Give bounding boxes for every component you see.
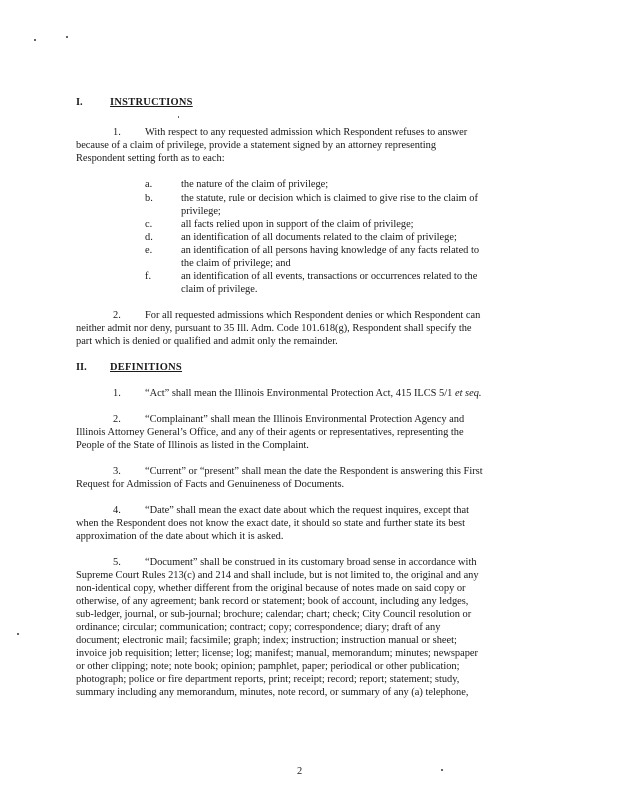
scan-speck <box>17 633 19 635</box>
scan-speck <box>178 116 179 118</box>
body-text-line: summary including any memorandum, minutes, note record, or summary of any (a) telephone, <box>76 687 469 698</box>
body-text-line: approximation of the date about which it is asked. <box>76 531 284 542</box>
definition-act-italic: et seq. <box>454 388 482 399</box>
paragraph-number: 1. <box>113 388 121 399</box>
section-title: DEFINITIONS <box>110 362 183 373</box>
list-item-text: all facts relied upon in support of the claim of privilege; <box>181 219 414 230</box>
body-text-line: Illinois Attorney General’s Office, and any of their agents or representatives, representing the <box>76 427 464 438</box>
paragraph-number: 3. <box>113 466 121 477</box>
body-text-line: “Date” shall mean the exact date about which the request inquires, except that <box>145 505 469 516</box>
body-text-line: invoice job requisition; letter; license; log; manifest; manual, memorandum; minutes; newspaper <box>76 648 478 659</box>
list-marker: e. <box>145 245 153 256</box>
scan-speck <box>441 769 443 771</box>
scan-speck <box>34 39 36 41</box>
page-number: 2 <box>297 766 303 777</box>
body-text-line: “Current” or “present” shall mean the date the Respondent is answering this First <box>145 466 483 477</box>
paragraph-number: 5. <box>113 557 121 568</box>
list-marker: a. <box>145 179 153 190</box>
definition-act-text: “Act” shall mean the Illinois Environmental Protection Act, 415 ILCS 5/1 <box>145 388 453 399</box>
section-number: II. <box>76 362 87 373</box>
body-text-line: ordinance; circular; communication; contract; copy; correspondence; diary; draft of any <box>76 622 441 633</box>
list-item-text: claim of privilege. <box>181 284 258 295</box>
list-marker: c. <box>145 219 153 230</box>
body-text-line <box>145 387 482 400</box>
body-text-line: non-identical copy, whether different from the original because of notes made on said copy or <box>76 583 466 594</box>
section-number: I. <box>76 97 83 108</box>
body-text-line: because of a claim of privilege, provide a statement signed by an attorney representing <box>76 140 437 151</box>
body-text-line: Respondent setting forth as to each: <box>76 153 225 164</box>
body-text-line: “Document” shall be construed in its customary broad sense in accordance with <box>145 557 477 568</box>
paragraph-number: 1. <box>113 127 121 138</box>
body-text-line: part which is denied or qualified and admit only the remainder. <box>76 336 338 347</box>
paragraph-number: 4. <box>113 505 121 516</box>
body-text-line: For all requested admissions which Respondent denies or which Respondent can <box>145 310 481 321</box>
section-title: INSTRUCTIONS <box>110 97 193 108</box>
list-marker: f. <box>145 271 152 282</box>
list-item-text: an identification of all events, transactions or occurrences related to the <box>181 271 478 282</box>
body-text-line: otherwise, of any agreement; bank record or statement; book of account, including any ledges, <box>76 596 469 607</box>
list-marker: b. <box>145 193 153 204</box>
list-item-text: the statute, rule or decision which is claimed to give rise to the claim of <box>181 193 478 204</box>
list-marker: d. <box>145 232 153 243</box>
body-text-line: neither admit nor deny, pursuant to 35 Ill. Adm. Code 101.618(g), Respondent shall specify the <box>76 323 472 334</box>
body-text-line: when the Respondent does not know the exact date, it should so state and further state its best <box>76 518 465 529</box>
list-item-text: an identification of all documents related to the claim of privilege; <box>181 232 457 243</box>
scan-speck <box>66 36 68 38</box>
paragraph-number: 2. <box>113 414 121 425</box>
body-text-line: photograph; police or fire department reports, print; receipt; record; report; statement; study, <box>76 674 460 685</box>
body-text-line: document; electronic mail; facsimile; graph; index; instruction; instruction manual or sheet; <box>76 635 457 646</box>
list-item-text: privilege; <box>181 206 221 217</box>
body-text-line: sub-ledger, journal, or sub-journal; brochure; calendar; chart; check; City Council resolution or <box>76 609 472 620</box>
body-text-line: People of the State of Illinois as listed in the Complaint. <box>76 440 309 451</box>
list-item-text: an identification of all persons having knowledge of any facts related to <box>181 245 480 256</box>
paragraph-number: 2. <box>113 310 121 321</box>
body-text-line: Request for Admission of Facts and Genuineness of Documents. <box>76 479 345 490</box>
list-item-text: the claim of privilege; and <box>181 258 291 269</box>
body-text-line: Supreme Court Rules 213(c) and 214 and shall include, but is not limited to, the original and any <box>76 570 479 581</box>
list-item-text: the nature of the claim of privilege; <box>181 179 329 190</box>
body-text-line: or other clipping; note; note book; opinion; pamphlet, paper; periodical or other publication; <box>76 661 460 672</box>
body-text-line: With respect to any requested admission which Respondent refuses to answer <box>145 127 468 138</box>
body-text-line: “Complainant” shall mean the Illinois Environmental Protection Agency and <box>145 414 465 425</box>
